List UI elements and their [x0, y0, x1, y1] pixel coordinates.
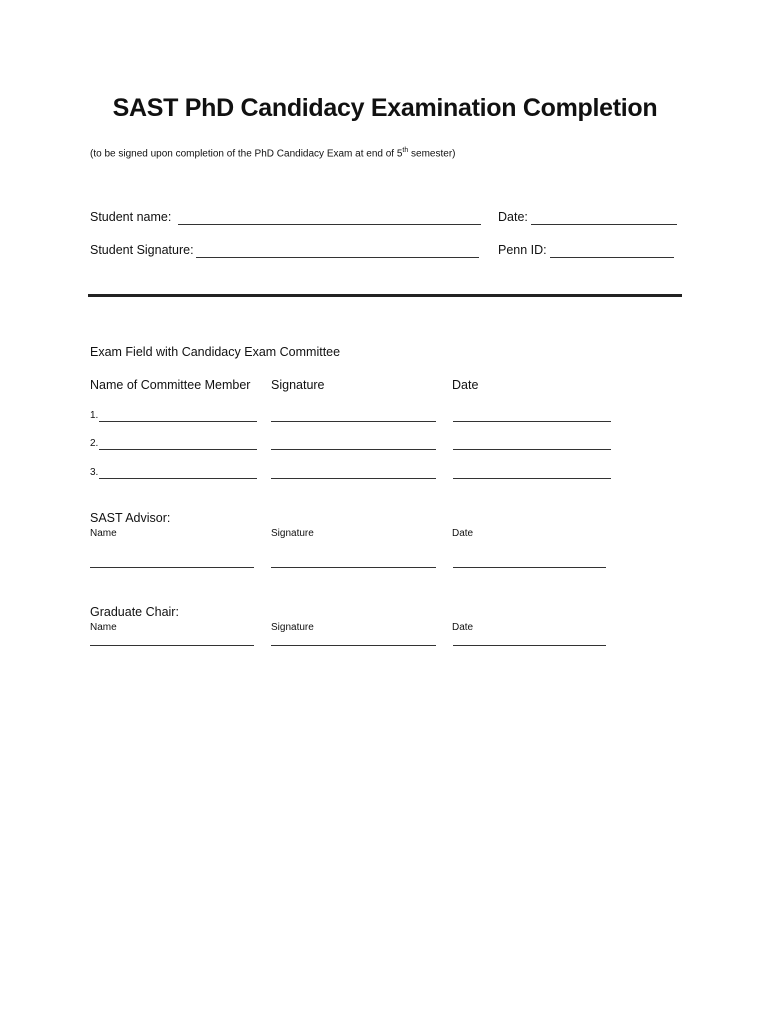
committee-member-name-field[interactable]	[99, 449, 257, 450]
committee-member-date-field[interactable]	[453, 449, 611, 450]
advisor-name-field[interactable]	[90, 567, 254, 568]
student-name-field[interactable]	[178, 224, 481, 225]
date-field[interactable]	[531, 224, 677, 225]
advisor-date-field[interactable]	[453, 567, 606, 568]
committee-row-number: 3.	[90, 467, 99, 478]
advisor-signature-field[interactable]	[271, 567, 436, 568]
page-title: SAST PhD Candidacy Examination Completion	[112, 94, 658, 122]
committee-member-signature-field[interactable]	[271, 421, 436, 422]
instructions-text: (to be signed upon completion of the PhD Candidacy Exam at end of 5	[90, 148, 403, 160]
advisor-col-date: Date	[452, 528, 474, 539]
chair-signature-field[interactable]	[271, 645, 436, 646]
penn-id-label: Penn ID:	[498, 243, 547, 257]
committee-member-name-field[interactable]	[99, 421, 257, 422]
advisor-heading: SAST Advisor:	[90, 511, 171, 525]
student-name-label: Student name:	[90, 210, 172, 224]
student-signature-field[interactable]	[196, 257, 479, 258]
date-label: Date:	[498, 210, 528, 224]
chair-col-name: Name	[90, 622, 117, 633]
section-divider	[88, 294, 682, 297]
committee-member-name-field[interactable]	[99, 478, 257, 479]
chair-name-field[interactable]	[90, 645, 254, 646]
committee-col-date: Date	[452, 378, 479, 392]
committee-member-signature-field[interactable]	[271, 478, 436, 479]
committee-member-signature-field[interactable]	[271, 449, 436, 450]
advisor-col-name: Name	[90, 528, 117, 539]
chair-date-field[interactable]	[453, 645, 606, 646]
committee-member-date-field[interactable]	[453, 421, 611, 422]
committee-heading: Exam Field with Candidacy Exam Committee	[90, 345, 341, 359]
instructions-text-end: semester)	[408, 148, 456, 160]
committee-row-number: 1.	[90, 410, 99, 421]
graduate-chair-heading: Graduate Chair:	[90, 605, 179, 619]
chair-col-date: Date	[452, 622, 474, 633]
instructions-superscript: th	[402, 147, 409, 154]
committee-col-name: Name of Committee Member	[90, 378, 251, 392]
committee-row-number: 2.	[90, 438, 99, 449]
instructions-note	[90, 147, 456, 159]
student-signature-label: Student Signature:	[90, 243, 194, 257]
advisor-col-signature: Signature	[271, 528, 314, 539]
chair-col-signature: Signature	[271, 622, 314, 633]
committee-col-signature: Signature	[271, 378, 325, 392]
committee-member-date-field[interactable]	[453, 478, 611, 479]
penn-id-field[interactable]	[550, 257, 674, 258]
